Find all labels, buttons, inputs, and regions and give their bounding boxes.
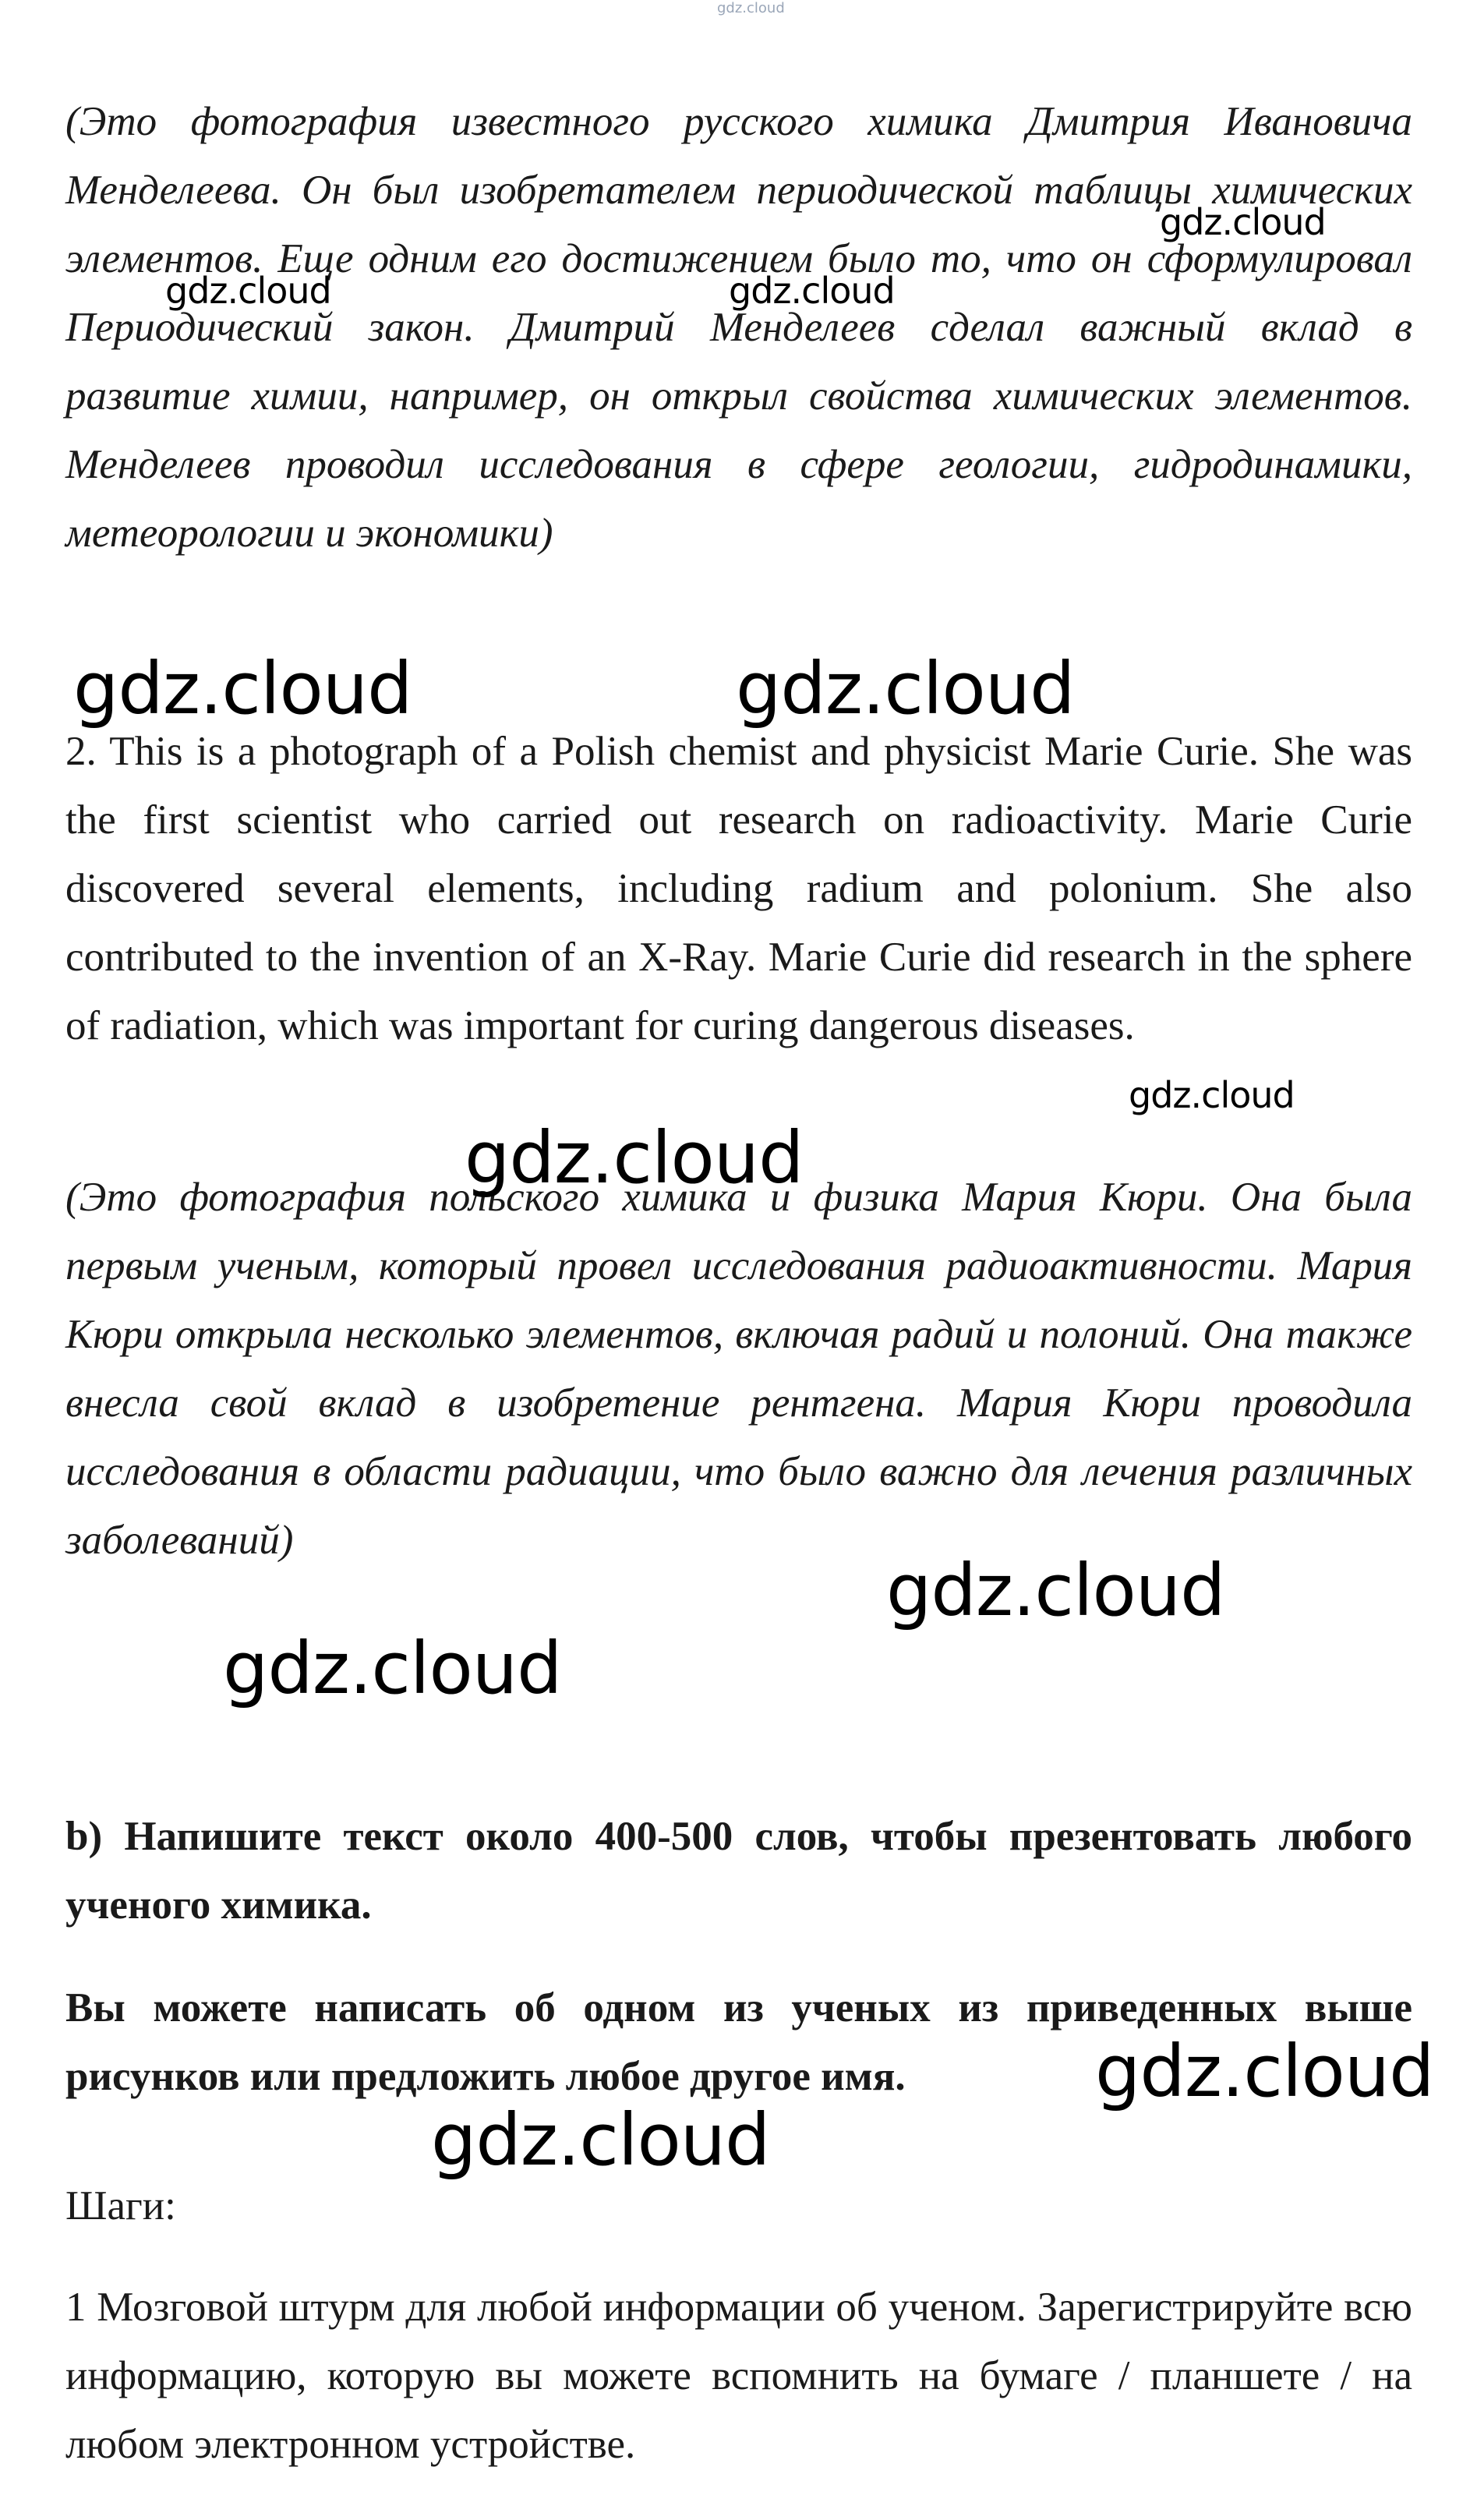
watermark: gdz.cloud [1095, 2030, 1434, 2113]
watermark: gdz.cloud [223, 1627, 562, 1710]
watermark: gdz.cloud [73, 647, 412, 730]
paragraph-mendeleev-ru: (Это фотография известного русского химика Дмитрия Ивановича Менделеева. Он был изобретателем периодической таблицы химических элементов. Еще одним его достижением было то, что он сформулировал Периодический закон. Дмитрий Менделеев сделал важный вклад в развитие химии, например, он открыл свойства химических элементов. Менделеев проводил исследования в сфере геологии, гидродинамики, метеорологии и экономики) [65, 99, 1412, 556]
watermark: gdz.cloud [736, 647, 1075, 730]
watermark: gdz.cloud [729, 270, 895, 312]
watermark: gdz.cloud [465, 1116, 804, 1200]
paragraph-curie-ru: (Это фотография польского химика и физика Мария Кюри. Она была первым ученым, который провел исследования радиоактивности. Мария Кюри открыла несколько элементов, включая радий и полоний. Она также внесла свой вклад в изобретение рентгена. Мария Кюри проводила исследования в области радиации, что было важно для лечения различных заболеваний) [65, 1175, 1412, 1563]
step-1: 1 Мозговой штурм для любой информации об ученом. Зарегистрируйте всю информацию, которую вы можете вспомнить на бумаге / планшете / на любом электронном устройстве. [65, 2285, 1412, 2467]
watermark: gdz.cloud [431, 2098, 770, 2182]
watermark: gdz.cloud [1160, 201, 1326, 243]
header-watermark: gdz.cloud [717, 0, 785, 16]
steps-label: Шаги: [65, 2183, 176, 2228]
watermark: gdz.cloud [165, 270, 331, 312]
task-b-heading: b) Напишите текст около 400-500 слов, чтобы презентовать любого ученого химика. [65, 1814, 1412, 1928]
watermark: gdz.cloud [1129, 1074, 1295, 1116]
task-b-note: Вы можете написать об одном из ученых из приведенных выше рисунков или предложить любое другое имя. [65, 1985, 1412, 2099]
paragraph-curie-en: 2. This is a photograph of a Polish chemist and physicist Marie Curie. She was the first scientist who carried out research on radioactivity. Marie Curie discovered several elements, including radium and polonium. She also contributed to the invention of an X-Ray. Marie Curie did research in the sphere of radiation, which was important for curing dangerous diseases. [65, 729, 1412, 1048]
watermark: gdz.cloud [886, 1549, 1225, 1632]
